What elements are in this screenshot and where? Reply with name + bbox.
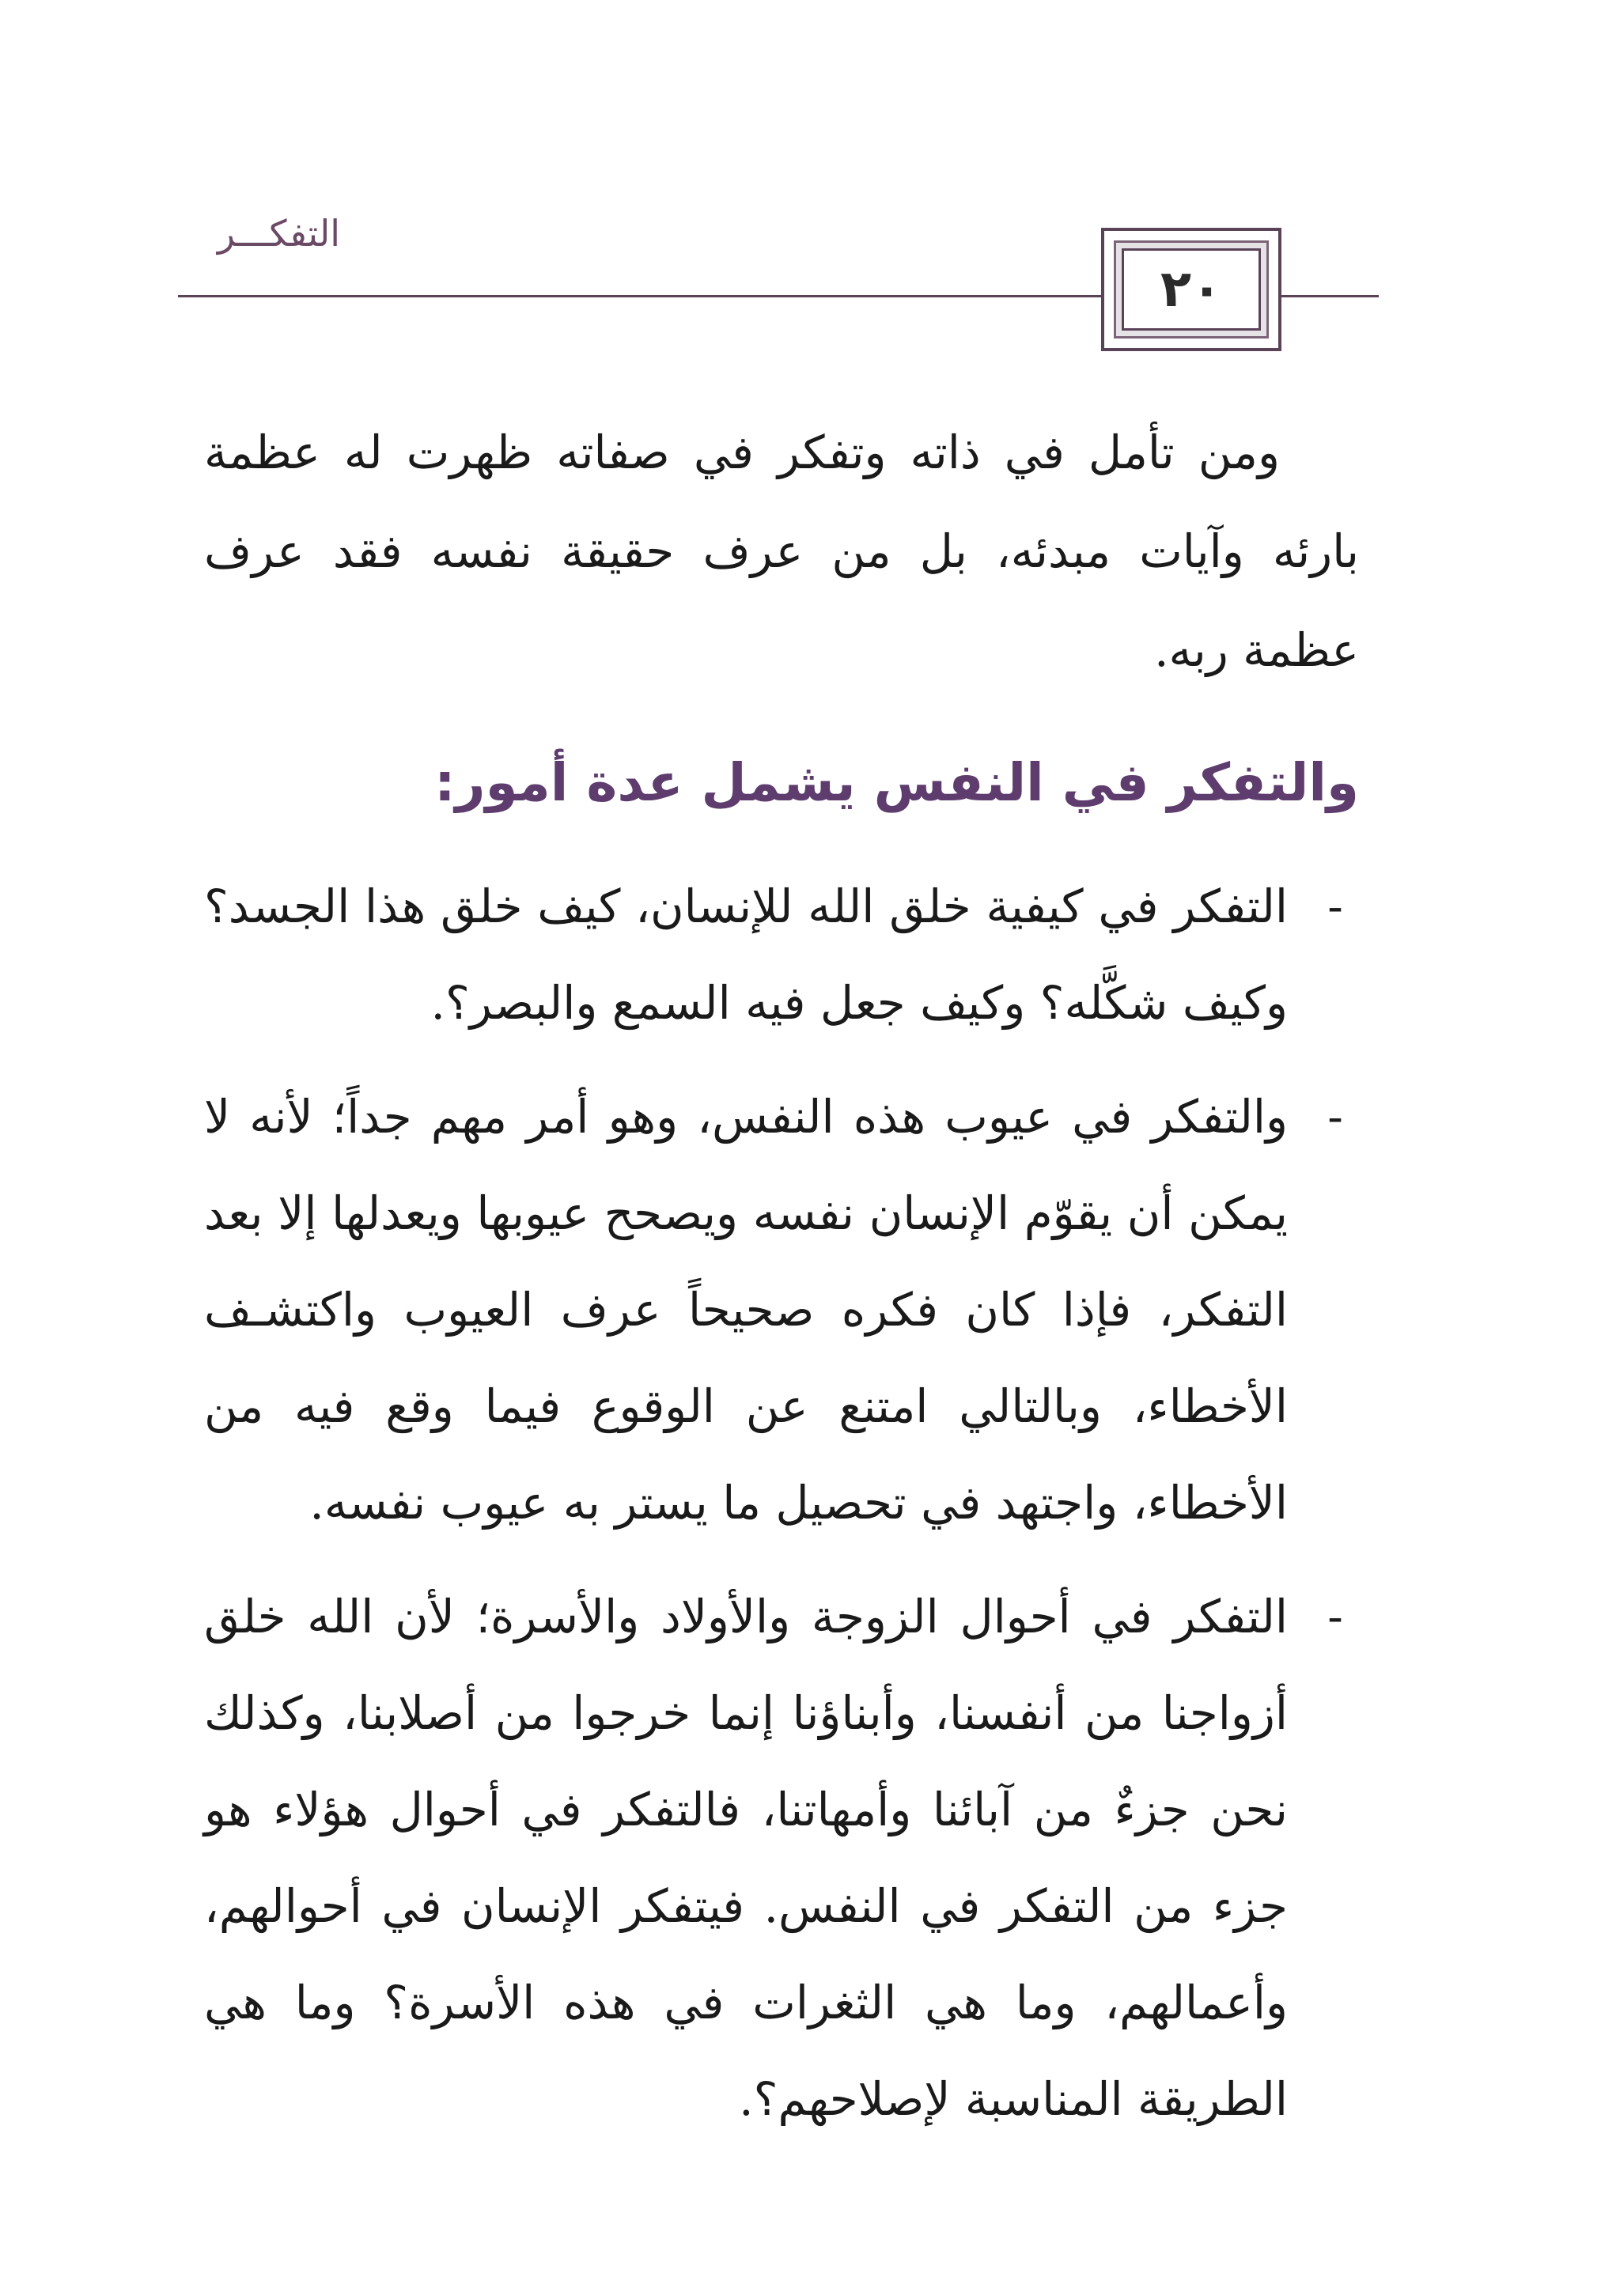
intro-paragraph: ومن تأمل في ذاته وتفكر في صفاته ظهرت له عظمة بارئه وآيات مبدئه، بل من عرف حقيقة نفسه فقد عرف عظمة ربه. (204, 426, 1359, 677)
header-divider-left (178, 295, 1103, 297)
bullet-dash: - (1327, 1590, 1343, 1644)
list-item-text: والتفكر في عيوب هذه النفس، وهو أمر مهم جداً؛ لأنه لا يمكن أن يقوّم الإنسان نفسه ويصحح عيوبها ويعدلها إلا بعد التفكر، فإذا كان فكره صحيحاً عرف العيوب واكتشـف الأخطاء، وبالتالي امتنع عن الوقوع فيما وقع فيه من الأخطاء، واجتهد في تحصيل ما يستر به عيوب نفسه. (204, 1090, 1288, 1530)
list-item (204, 858, 1359, 1051)
list-item (204, 1568, 1359, 2147)
list-item-text: التفكر في كيفية خلق الله للإنسان، كيف خلق هذا الجسد؟ وكيف شكَّله؟ وكيف جعل فيه السمع والبصر؟. (204, 879, 1288, 1030)
bullet-dash: - (1327, 1090, 1343, 1144)
bullet-dash: - (1327, 879, 1343, 933)
list-item (204, 1069, 1359, 1551)
section-heading: والتفكر في النفس يشمل عدة أمور: (434, 752, 1359, 813)
bullet-list (204, 858, 1359, 2147)
page-number-frame (1101, 228, 1281, 351)
list-item-text: التفكر في أحوال الزوجة والأولاد والأسرة؛ لأن الله خلق أزواجنا من أنفسنا، وأبناؤنا إنما خرجوا من أصلابنا، وكذلك نحن جزءٌ من آبائنا وأمهاتنا، فالتفكر في أحوال هؤلاء هو جزء من التفكر في النفس. فيتفكر الإنسان في أحوالهم، وأعمالهم، وما هي الثغرات في هذه الأسرة؟ وما هي الطريقة المناسبة لإصلاحهم؟. (204, 1590, 1288, 2126)
running-header-title: التفكـــر (217, 212, 340, 255)
page-body (204, 403, 1359, 2165)
page-number: ٢٠ (1122, 248, 1261, 331)
header-divider-right (1279, 295, 1379, 297)
